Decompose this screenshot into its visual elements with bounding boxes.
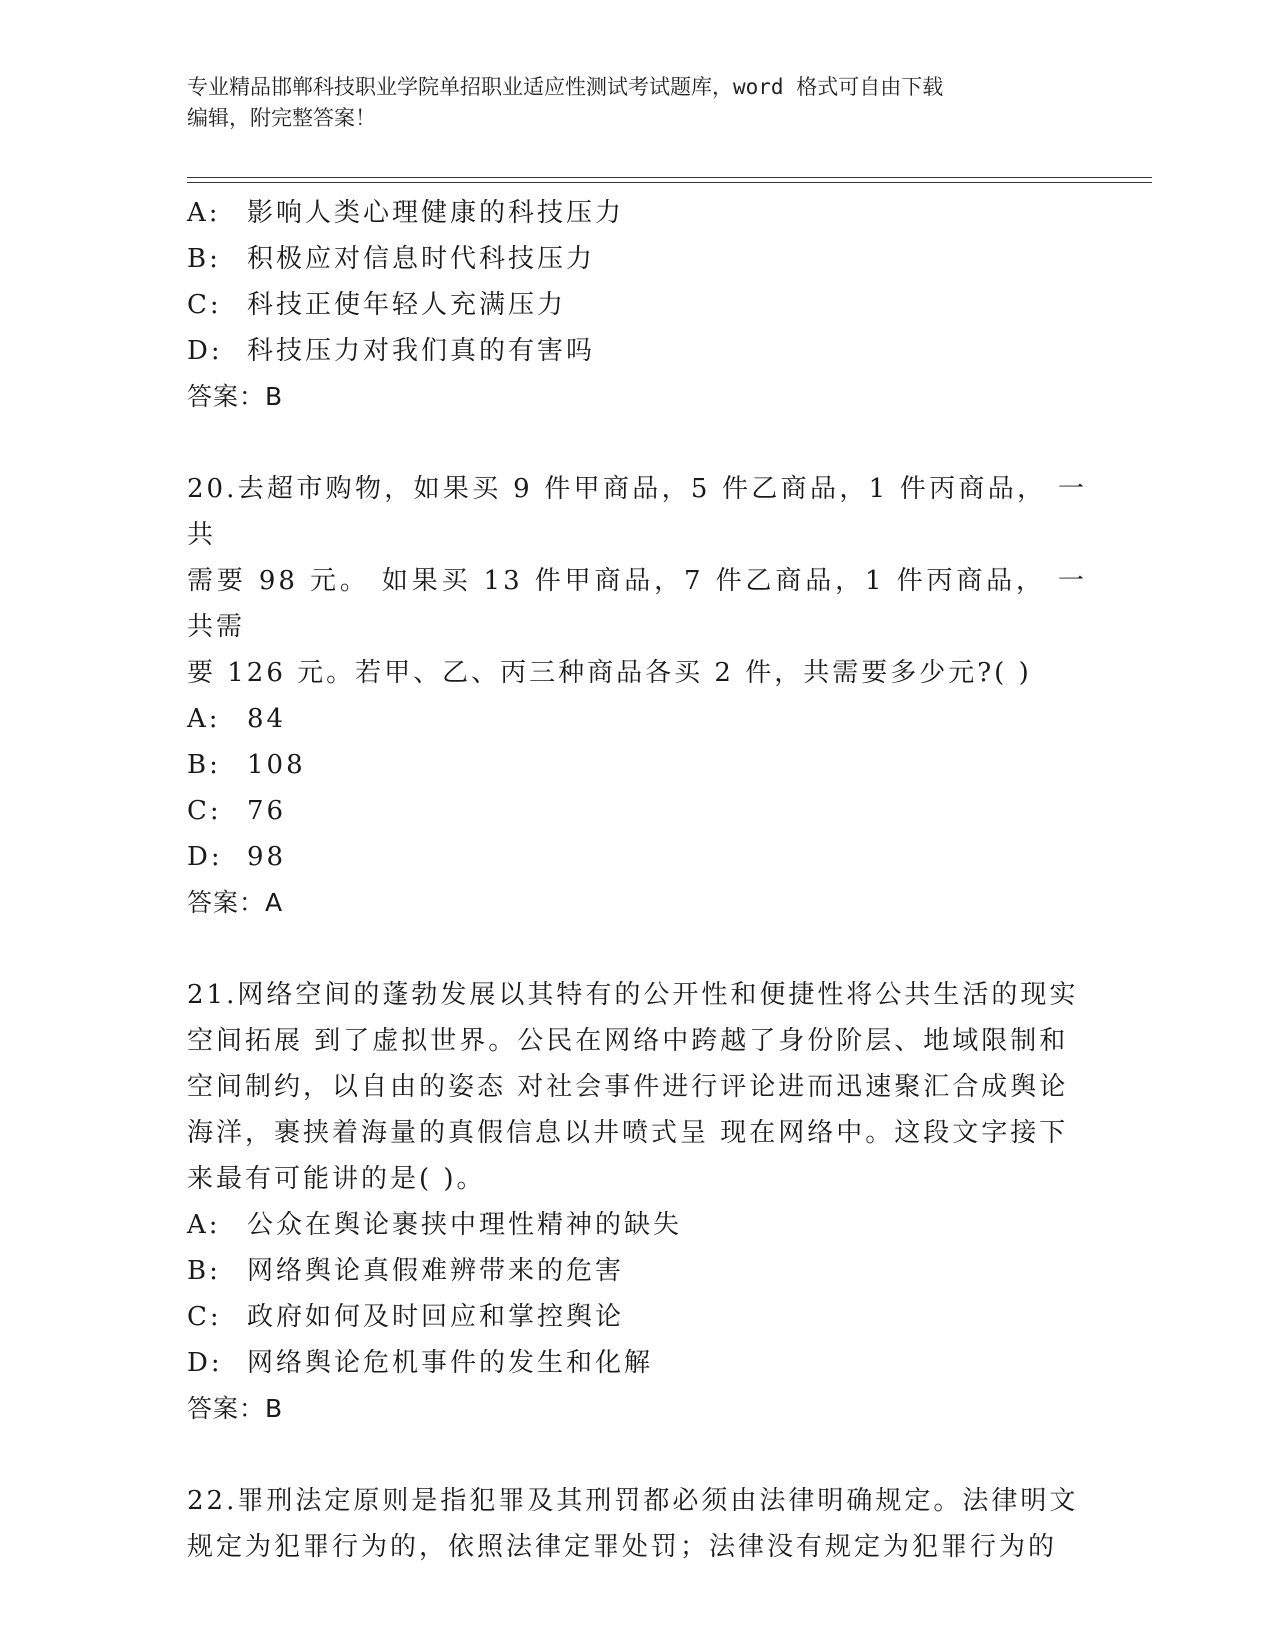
option-b: [187, 236, 1087, 282]
question-content: [187, 190, 1087, 1570]
answer: 答案：B: [187, 382, 284, 411]
option-text: 76: [247, 796, 287, 826]
option-text: 网络舆论真假难辨带来的危害: [247, 1256, 625, 1286]
question-stem-line: 21.网络空间的蓬勃发展以其特有的公开性和便捷性将公共生活的现实: [187, 980, 1079, 1010]
answer: 答案：A: [187, 888, 284, 917]
spacer: [187, 926, 1087, 972]
option-letter: D:: [187, 1348, 223, 1378]
question-stem-line: 规定为犯罪行为的，依照法律定罪处罚；法律没有规定为犯罪行为的: [187, 1532, 1058, 1562]
option-b: [187, 742, 1087, 788]
header-line-1: 专业精品邯郸科技职业学院单招职业适应性测试考试题库，word 格式可自由下载: [187, 75, 944, 99]
option-c: [187, 282, 1087, 328]
option-letter: C:: [187, 290, 222, 320]
question-stem-line: 20.去超市购物，如果买 9 件甲商品，5 件乙商品，1 件丙商品， 一共: [187, 474, 1087, 550]
option-letter: B:: [187, 1256, 221, 1286]
option-letter: B:: [187, 750, 221, 780]
question-stem-line: 22.罪刑法定原则是指犯罪及其刑罚都必须由法律明确规定。法律明文: [187, 1486, 1079, 1516]
option-letter: D:: [187, 842, 223, 872]
header-divider: [187, 177, 1152, 183]
option-letter: C:: [187, 1302, 222, 1332]
question-21: [187, 972, 1087, 1432]
option-d: [187, 328, 1087, 374]
option-text: 108: [247, 750, 306, 780]
option-a: [187, 190, 1087, 236]
option-text: 网络舆论危机事件的发生和化解: [247, 1348, 654, 1378]
question-22: [187, 1478, 1087, 1570]
spacer: [187, 420, 1087, 466]
option-b: [187, 1248, 1087, 1294]
option-a: [187, 1202, 1087, 1248]
option-text: 影响人类心理健康的科技压力: [247, 198, 625, 228]
header-line-2: 编辑，附完整答案！: [187, 106, 376, 130]
option-letter: A:: [187, 704, 221, 734]
option-text: 积极应对信息时代科技压力: [247, 244, 596, 274]
question-stem-line: 空间制约，以自由的姿态 对社会事件进行评论进而迅速聚汇合成舆论: [187, 1072, 1069, 1102]
option-text: 98: [247, 842, 287, 872]
option-d: [187, 834, 1087, 880]
page-header: [187, 72, 1087, 134]
option-letter: B:: [187, 244, 221, 274]
option-text: 科技压力对我们真的有害吗: [247, 336, 596, 366]
option-letter: D:: [187, 336, 223, 366]
option-text: 公众在舆论裹挟中理性精神的缺失: [247, 1210, 683, 1240]
option-text: 政府如何及时回应和掌控舆论: [247, 1302, 625, 1332]
option-d: [187, 1340, 1087, 1386]
question-stem-line: 要 126 元。若甲、乙、丙三种商品各买 2 件，共需要多少元?( ): [187, 658, 1032, 688]
option-c: [187, 788, 1087, 834]
question-20: [187, 466, 1087, 926]
option-text: 科技正使年轻人充满压力: [247, 290, 567, 320]
question-19: [187, 190, 1087, 420]
question-stem-line: 来最有可能讲的是( )。: [187, 1164, 486, 1194]
spacer: [187, 1432, 1087, 1478]
option-letter: A:: [187, 1210, 221, 1240]
option-a: [187, 696, 1087, 742]
option-c: [187, 1294, 1087, 1340]
question-stem-line: 海洋，裹挟着海量的真假信息以井喷式呈 现在网络中。这段文字接下: [187, 1118, 1069, 1148]
option-letter: A:: [187, 198, 221, 228]
question-stem-line: 空间拓展 到了虚拟世界。公民在网络中跨越了身份阶层、地域限制和: [187, 1026, 1069, 1056]
answer: 答案：B: [187, 1394, 284, 1423]
option-text: 84: [247, 704, 287, 734]
question-stem-line: 需要 98 元。 如果买 13 件甲商品，7 件乙商品，1 件丙商品， 一共需: [187, 566, 1087, 642]
option-letter: C:: [187, 796, 222, 826]
